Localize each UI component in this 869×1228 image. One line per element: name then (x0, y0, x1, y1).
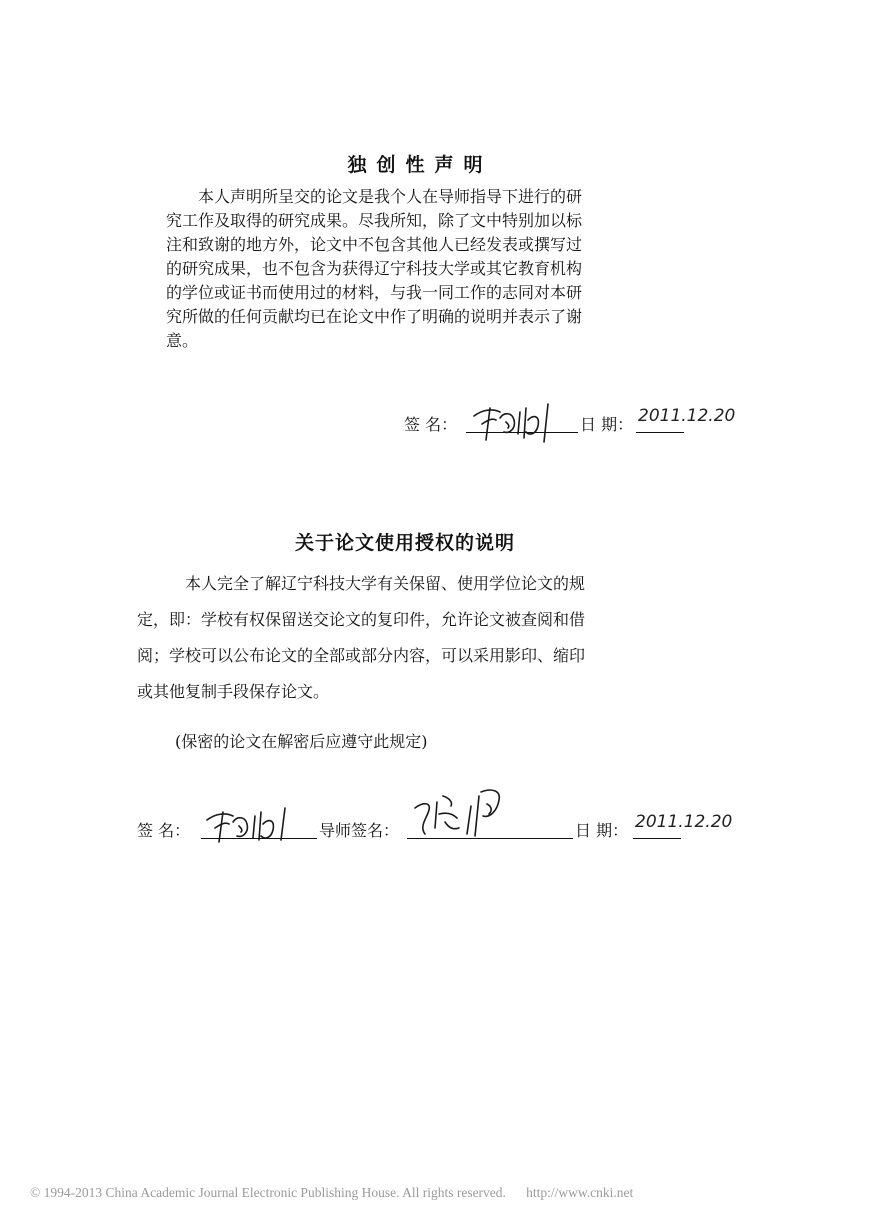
author-signature-image (203, 802, 313, 846)
copyright-footer (30, 1185, 633, 1201)
advisor-sign-label: 导师签名： (319, 821, 400, 840)
declaration-line: 注和致谢的地方外，论文中不包含其他人已经发表或撰写过 (166, 235, 583, 254)
advisor-signature-image (409, 778, 539, 840)
author-signature-image (470, 398, 580, 446)
sign-label: 签 名： (137, 821, 191, 840)
declaration-title: 独创性声明 (347, 154, 493, 176)
authorization-line: 定，即：学校有权保留送交论文的复印件，允许论文被查阅和借 (137, 610, 586, 629)
date-label: 日 期： (575, 821, 629, 840)
authorization-line: 阅；学校可以公布论文的全部或部分内容，可以采用影印、缩印 (137, 646, 586, 665)
handwritten-date: 2011.12.20 (635, 812, 733, 832)
copyright-text: © 1994-2013 China Academic Journal Electronic Publishing House. All rights reserved. (30, 1185, 506, 1200)
authorization-line: 本人完全了解辽宁科技大学有关保留、使用学位论文的规 (185, 574, 586, 593)
authorization-title: 关于论文使用授权的说明 (294, 532, 515, 554)
date-line (633, 838, 681, 839)
authorization-line: 或其他复制手段保存论文。 (137, 682, 330, 701)
date-label: 日 期： (580, 415, 634, 434)
authorization-body (137, 566, 672, 710)
confidential-note: (保密的论文在解密后应遵守此规定) (175, 732, 428, 751)
date-line (636, 432, 684, 433)
declaration-line: 本人声明所呈交的论文是我个人在导师指导下进行的研 (198, 187, 583, 206)
declaration-line: 究所做的任何贡献均已在论文中作了明确的说明并表示了谢 (166, 307, 583, 326)
declaration-line: 意。 (166, 331, 199, 350)
authorization-signature-row (137, 808, 737, 856)
declaration-body (166, 185, 696, 353)
cnki-link[interactable]: http://www.cnki.net (526, 1185, 634, 1200)
handwritten-date: 2011.12.20 (638, 406, 736, 426)
declaration-line: 的学位或证书而使用过的材料，与我一同工作的志同对本研 (166, 283, 583, 302)
declaration-line: 的研究成果，也不包含为获得辽宁科技大学或其它教育机构 (166, 259, 583, 278)
sign-label: 签 名： (404, 415, 458, 434)
declaration-line: 究工作及取得的研究成果。尽我所知，除了文中特别加以标 (166, 211, 583, 230)
declaration-signature-row (404, 402, 734, 446)
